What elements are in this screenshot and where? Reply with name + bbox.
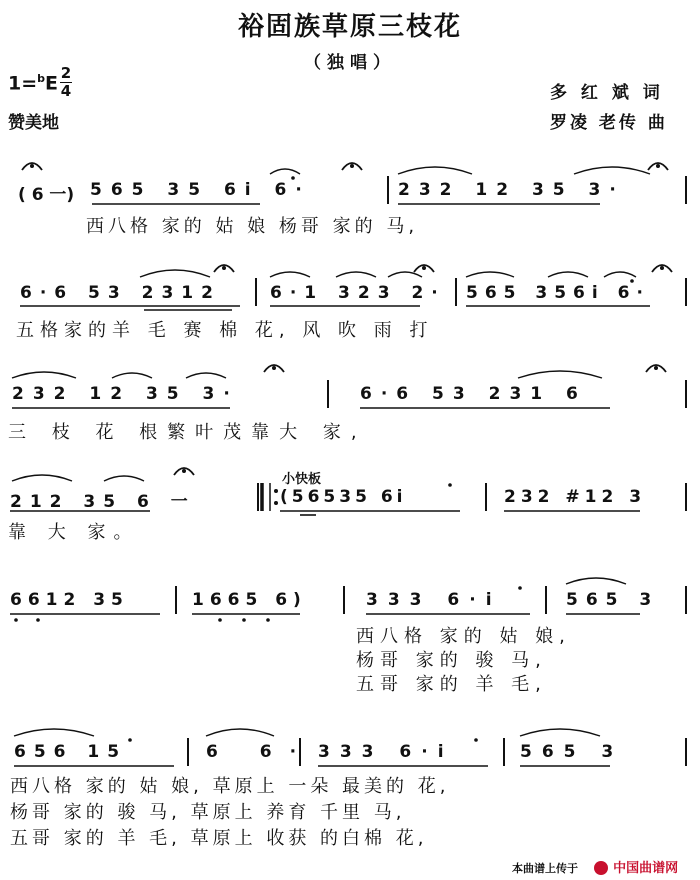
note-group: (56535 6i bbox=[280, 487, 407, 507]
lyrics-verse-1: 西八格 家的 姑 娘, bbox=[356, 626, 571, 647]
note-group: 333 6·i bbox=[366, 590, 502, 610]
fermata-dot bbox=[656, 164, 660, 168]
note-group: 6·6 53 231 6 bbox=[360, 384, 587, 404]
fermata-dot bbox=[30, 164, 34, 168]
site-name: 中国曲谱网 bbox=[613, 861, 679, 876]
repeat-dot bbox=[274, 501, 278, 505]
slur bbox=[520, 729, 600, 736]
composer-credit: 罗凌 老传 曲 bbox=[550, 113, 668, 133]
slur bbox=[186, 373, 226, 378]
lyrics-verse-3: 五哥 家的 羊 毛, 草原上 收获 的白棉 花, bbox=[10, 828, 428, 849]
slur bbox=[466, 272, 514, 277]
repeat-dot bbox=[274, 489, 278, 493]
note-group: 565 3 bbox=[520, 742, 624, 762]
fermata-dot bbox=[272, 366, 276, 370]
lyrics-line-4: 靠 大 家。 bbox=[8, 522, 140, 543]
upload-note: 本曲谱上传于 bbox=[512, 862, 578, 875]
lyrics-line-2: 五格家的羊 毛 赛 棉 花, 风 吹 雨 打 bbox=[16, 320, 434, 341]
note-group: 6·1 323 2· bbox=[270, 283, 446, 303]
octave-dot bbox=[14, 618, 18, 622]
slur bbox=[548, 272, 588, 277]
key-note: E bbox=[45, 72, 58, 95]
slur bbox=[270, 169, 300, 174]
slur bbox=[104, 476, 144, 481]
note-group: 232 12 35 3· bbox=[398, 180, 625, 200]
flat-sign: b bbox=[37, 72, 46, 85]
note-group: 232 #12 3 bbox=[504, 487, 647, 507]
slur bbox=[206, 729, 274, 736]
octave-dot bbox=[242, 618, 246, 622]
slur bbox=[270, 272, 310, 277]
octave-dot bbox=[291, 176, 295, 180]
slur bbox=[574, 167, 650, 174]
song-subtitle: （独唱） bbox=[304, 53, 396, 73]
octave-dot bbox=[218, 618, 222, 622]
octave-dot bbox=[630, 279, 634, 283]
octave-dot bbox=[266, 618, 270, 622]
key-prefix: 1= bbox=[8, 72, 38, 95]
note-group: 565 3 bbox=[566, 590, 660, 610]
note-group: 333 6·i bbox=[318, 742, 454, 762]
song-title: 裕固族草原三枝花 bbox=[237, 12, 462, 42]
octave-dot bbox=[474, 738, 478, 742]
slur bbox=[604, 272, 636, 277]
fermata-dot bbox=[222, 266, 226, 270]
octave-dot bbox=[448, 483, 452, 487]
slur bbox=[518, 371, 602, 378]
note-intro: ( 6 一) bbox=[18, 185, 75, 205]
lyrics-verse-3: 五哥 家的 羊 毛, bbox=[356, 674, 547, 695]
slur bbox=[398, 167, 472, 174]
fermata-dot bbox=[350, 164, 354, 168]
note-group: 656 15 bbox=[14, 742, 128, 762]
fermata-dot bbox=[654, 366, 658, 370]
note-group: 565 356i 6· bbox=[466, 283, 650, 303]
note-group: 565 35 6i 6· bbox=[90, 180, 311, 200]
mood-marking: 赞美地 bbox=[8, 113, 59, 133]
slur bbox=[12, 372, 76, 378]
lyrics-line-3: 三 枝 花 根繁叶茂靠大 家, bbox=[8, 422, 367, 443]
time-top: 2 bbox=[60, 64, 72, 82]
fermata-dot bbox=[182, 469, 186, 473]
lyrics-verse-1: 西八格 家的 姑 娘, 草原上 一朵 最美的 花, bbox=[10, 776, 450, 797]
octave-dot bbox=[36, 618, 40, 622]
note-group: 6612 35 bbox=[10, 590, 129, 610]
note-group: 232 12 35 3· bbox=[12, 384, 239, 404]
octave-dot bbox=[518, 586, 522, 590]
lyrics-verse-2: 杨哥 家的 骏 马, 草原上 养育 千里 马, bbox=[10, 802, 406, 823]
note-group: 6 6· bbox=[206, 742, 315, 762]
note-group: 212 35 6 一 bbox=[10, 492, 196, 512]
lyricist-credit: 多 红 斌 词 bbox=[550, 83, 664, 103]
slur bbox=[12, 475, 72, 481]
time-bottom: 4 bbox=[60, 82, 72, 100]
lyrics-verse-2: 杨哥 家的 骏 马, bbox=[356, 650, 547, 671]
note-group: 1665 6) bbox=[192, 590, 307, 610]
octave-dot bbox=[128, 738, 132, 742]
slur bbox=[14, 729, 94, 736]
tempo-marking: 小快板 bbox=[282, 472, 322, 487]
slur bbox=[112, 373, 152, 378]
slur bbox=[140, 270, 210, 277]
fermata-dot bbox=[422, 266, 426, 270]
lyrics-line-1: 西八格 家的 姑 娘 杨哥 家的 马, bbox=[86, 216, 419, 237]
slur bbox=[566, 578, 626, 584]
fermata-dot bbox=[660, 266, 664, 270]
slur bbox=[336, 272, 376, 277]
note-group: 6·6 53 2312 bbox=[20, 283, 221, 303]
slur bbox=[388, 272, 422, 277]
